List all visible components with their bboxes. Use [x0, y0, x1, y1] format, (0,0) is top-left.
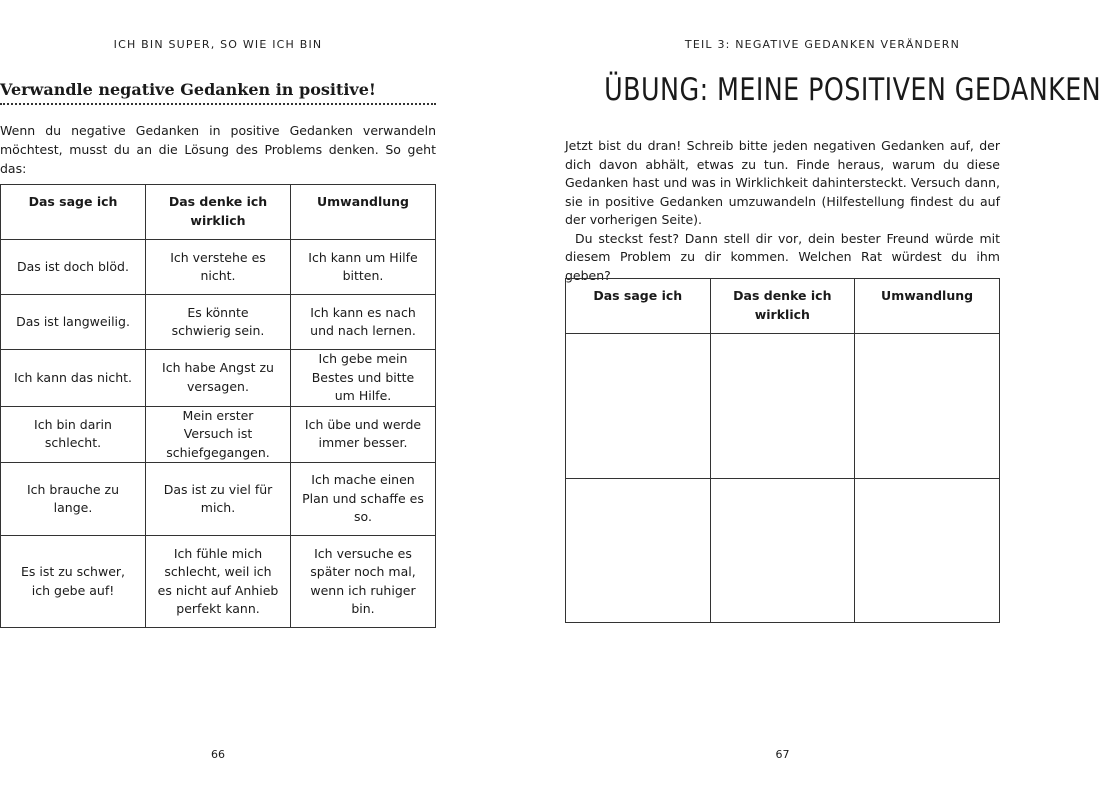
- table-cell: Ich gebe mein Bestes und bitte um Hilfe.: [291, 350, 436, 407]
- table-cell: Das ist zu viel für mich.: [146, 463, 291, 536]
- empty-cell[interactable]: [710, 479, 855, 623]
- table-row: [1, 350, 436, 407]
- left-page: [0, 0, 436, 800]
- table-cell: Ich kann es nach und nach lernen.: [291, 295, 436, 350]
- table-row: [1, 536, 436, 628]
- example-table: [0, 184, 436, 628]
- empty-cell[interactable]: [855, 334, 1000, 479]
- task-text: [565, 137, 1000, 285]
- exercise-table: [565, 278, 1000, 623]
- column-header: Umwandlung: [855, 279, 1000, 334]
- task-paragraph: Jetzt bist du dran! Schreib bitte jeden negativen Gedanken auf, der dich davon abhält, etwas zu tun. Finde heraus, warum du diese Gedanken hast und was in Wirklichkeit dahintersteckt. Versuch dann, sie in positive Gedanken umzuwandeln (Hilfestellung findest du auf der vorherigen Seite).: [565, 138, 1000, 227]
- exercise-title: ÜBUNG: MEINE POSITIVEN GEDANKEN: [604, 72, 1101, 108]
- table-row: [1, 240, 436, 295]
- running-head-right: TEIL 3: NEGATIVE GEDANKEN VERÄNDERN: [684, 38, 961, 51]
- table-cell: Das ist langweilig.: [1, 295, 146, 350]
- table-cell: Ich fühle mich schlecht, weil ich es nicht auf Anhieb perfekt kann.: [146, 536, 291, 628]
- table-cell: Das ist doch blöd.: [1, 240, 146, 295]
- table-cell: Es ist zu schwer, ich gebe auf!: [1, 536, 146, 628]
- table-header-row: [566, 279, 1000, 334]
- table-cell: Ich habe Angst zu versagen.: [146, 350, 291, 407]
- empty-cell[interactable]: [566, 334, 711, 479]
- table-row: [1, 406, 436, 463]
- table-cell: Ich versuche es später noch mal, wenn ich ruhiger bin.: [291, 536, 436, 628]
- column-header: Das denke ich wirklich: [146, 185, 291, 240]
- table-cell: Es könnte schwierig sein.: [146, 295, 291, 350]
- table-cell: Ich kann um Hilfe bitten.: [291, 240, 436, 295]
- table-row: [566, 334, 1000, 479]
- table-row: [1, 463, 436, 536]
- column-header: Das sage ich: [566, 279, 711, 334]
- empty-cell[interactable]: [710, 334, 855, 479]
- right-page: [565, 0, 1101, 800]
- intro-paragraph: Wenn du negative Gedanken in positive Gedanken verwandeln möchtest, musst du an die Lösung des Problems denken. So geht das:: [0, 123, 436, 176]
- column-header: Umwandlung: [291, 185, 436, 240]
- table-header-row: [1, 185, 436, 240]
- table-row: [1, 295, 436, 350]
- table-cell: Ich mache einen Plan und schaffe es so.: [291, 463, 436, 536]
- column-header: Das sage ich: [1, 185, 146, 240]
- table-cell: Mein erster Versuch ist schiefgegangen.: [146, 406, 291, 463]
- table-cell: Ich kann das nicht.: [1, 350, 146, 407]
- section-title: Verwandle negative Gedanken in positive!: [0, 80, 436, 105]
- empty-cell[interactable]: [855, 479, 1000, 623]
- table-cell: Ich bin darin schlecht.: [1, 406, 146, 463]
- page-number-right: 67: [775, 748, 790, 761]
- table-cell: Ich übe und werde immer besser.: [291, 406, 436, 463]
- column-header: Das denke ich wirklich: [710, 279, 855, 334]
- task-paragraph: Du steckst fest? Dann stell dir vor, dein bester Freund würde mit diesem Problem zu dir kommen. Welchen Rat würdest du ihm geben?: [565, 230, 1000, 283]
- page-number-left: 66: [211, 748, 225, 761]
- running-head-left: ICH BIN SUPER, SO WIE ICH BIN: [113, 38, 323, 51]
- table-cell: Ich verstehe es nicht.: [146, 240, 291, 295]
- empty-cell[interactable]: [566, 479, 711, 623]
- table-row: [566, 479, 1000, 623]
- table-cell: Ich brauche zu lange.: [1, 463, 146, 536]
